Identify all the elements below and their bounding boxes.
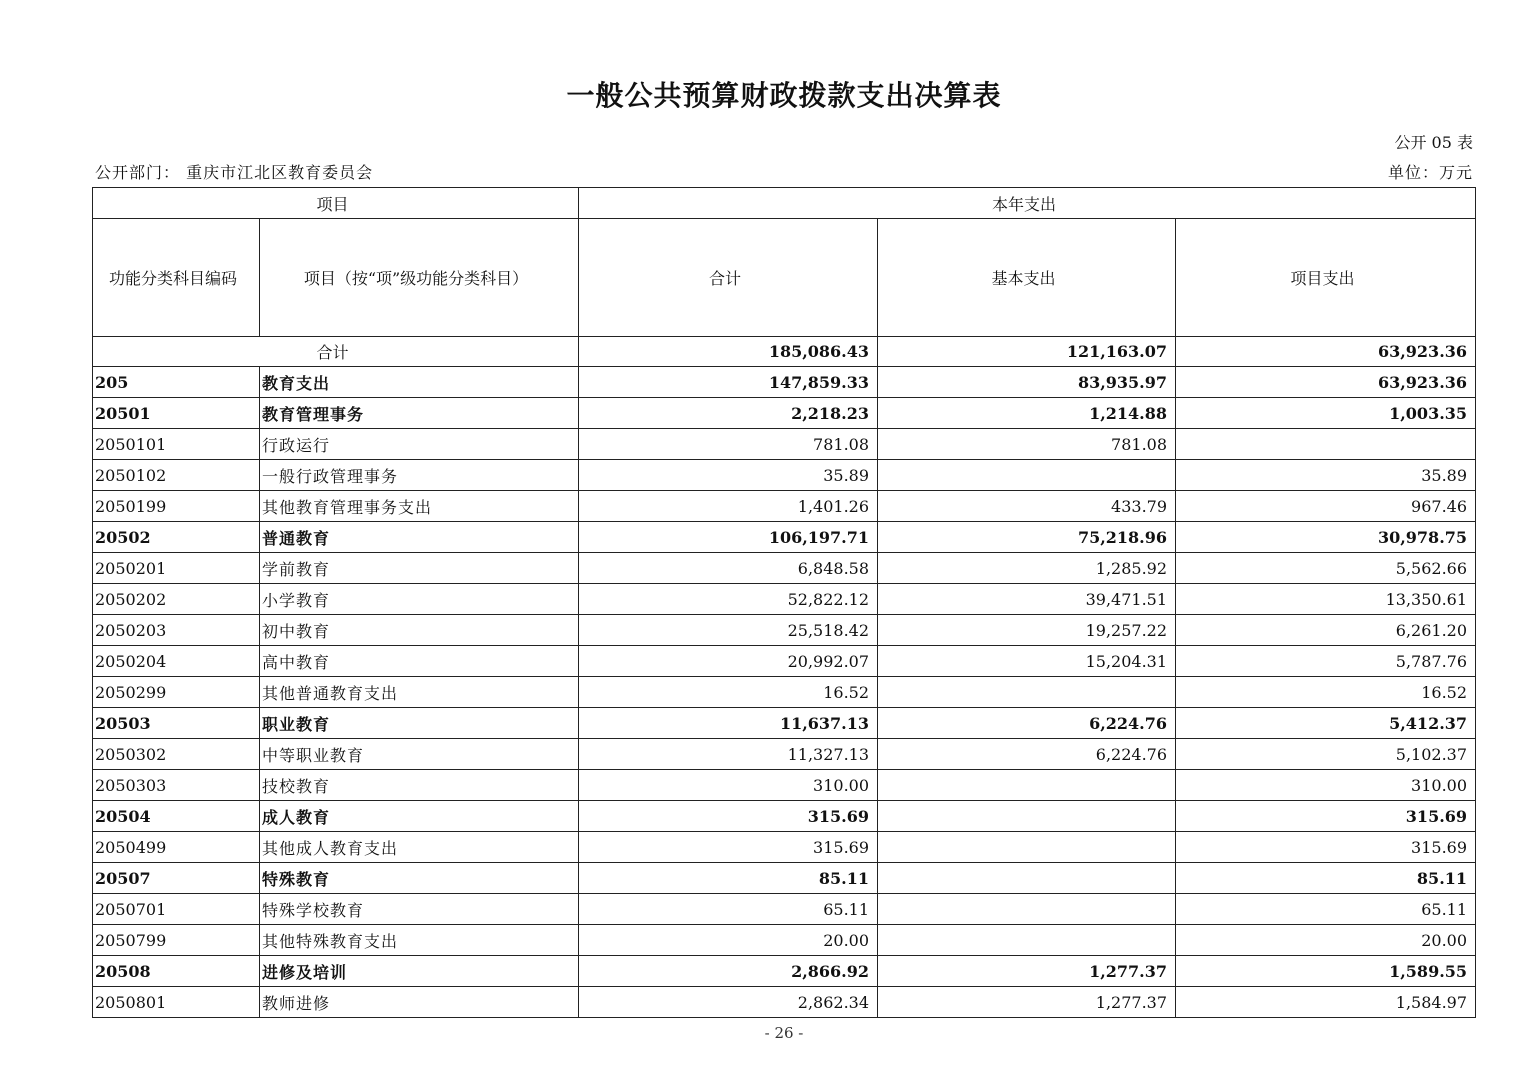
row-name: 教育支出 — [260, 367, 579, 398]
row-name: 其他教育管理事务支出 — [260, 491, 579, 522]
row-basic — [878, 801, 1176, 832]
row-code: 2050203 — [93, 615, 260, 646]
table-row — [93, 894, 1476, 925]
row-basic — [878, 460, 1176, 491]
table-row — [93, 956, 1476, 987]
header-item: 项目 — [93, 188, 579, 219]
table-row — [93, 801, 1476, 832]
row-total: 315.69 — [579, 832, 878, 863]
row-code: 2050302 — [93, 739, 260, 770]
row-code: 2050101 — [93, 429, 260, 460]
row-total: 2,866.92 — [579, 956, 878, 987]
row-total: 25,518.42 — [579, 615, 878, 646]
total-basic: 121,163.07 — [878, 337, 1176, 367]
row-project: 310.00 — [1176, 770, 1476, 801]
row-basic: 433.79 — [878, 491, 1176, 522]
row-name: 技校教育 — [260, 770, 579, 801]
row-basic — [878, 770, 1176, 801]
row-name: 特殊学校教育 — [260, 894, 579, 925]
row-name: 进修及培训 — [260, 956, 579, 987]
row-basic — [878, 894, 1176, 925]
row-total: 6,848.58 — [579, 553, 878, 584]
row-basic: 19,257.22 — [878, 615, 1176, 646]
row-project: 1,003.35 — [1176, 398, 1476, 429]
table-row — [93, 584, 1476, 615]
row-project: 13,350.61 — [1176, 584, 1476, 615]
row-basic: 15,204.31 — [878, 646, 1176, 677]
row-basic: 75,218.96 — [878, 522, 1176, 553]
row-project: 5,102.37 — [1176, 739, 1476, 770]
row-total: 781.08 — [579, 429, 878, 460]
row-name: 行政运行 — [260, 429, 579, 460]
row-total: 16.52 — [579, 677, 878, 708]
row-project: 5,412.37 — [1176, 708, 1476, 739]
row-project: 63,923.36 — [1176, 367, 1476, 398]
table-row — [93, 398, 1476, 429]
row-code: 2050102 — [93, 460, 260, 491]
table-row — [93, 460, 1476, 491]
row-basic: 1,277.37 — [878, 956, 1176, 987]
row-total: 85.11 — [579, 863, 878, 894]
row-total: 65.11 — [579, 894, 878, 925]
row-name: 初中教育 — [260, 615, 579, 646]
row-name: 其他特殊教育支出 — [260, 925, 579, 956]
row-code: 2050299 — [93, 677, 260, 708]
total-total: 185,086.43 — [579, 337, 878, 367]
row-code: 20504 — [93, 801, 260, 832]
row-code: 2050303 — [93, 770, 260, 801]
row-name: 学前教育 — [260, 553, 579, 584]
row-project: 35.89 — [1176, 460, 1476, 491]
row-total: 1,401.26 — [579, 491, 878, 522]
table-row — [93, 429, 1476, 460]
row-project: 5,562.66 — [1176, 553, 1476, 584]
row-total: 310.00 — [579, 770, 878, 801]
table-row — [93, 832, 1476, 863]
table-row — [93, 646, 1476, 677]
row-total: 11,327.13 — [579, 739, 878, 770]
header-current-year: 本年支出 — [579, 188, 1476, 219]
row-code: 2050801 — [93, 987, 260, 1018]
row-basic: 83,935.97 — [878, 367, 1176, 398]
row-total: 147,859.33 — [579, 367, 878, 398]
row-code: 2050204 — [93, 646, 260, 677]
row-code: 20501 — [93, 398, 260, 429]
header-row-1 — [93, 188, 1476, 219]
row-basic — [878, 863, 1176, 894]
row-project: 20.00 — [1176, 925, 1476, 956]
row-basic: 1,277.37 — [878, 987, 1176, 1018]
unit-label: 单位：万元 — [1387, 163, 1473, 182]
row-project — [1176, 429, 1476, 460]
row-project: 5,787.76 — [1176, 646, 1476, 677]
header-item-name: 项目（按“项”级功能分类科目） — [260, 219, 579, 337]
budget-table — [92, 187, 1476, 1018]
department-label: 公开部门： 重庆市江北区教育委员会 — [95, 163, 374, 182]
row-code: 20502 — [93, 522, 260, 553]
table-row — [93, 367, 1476, 398]
table-row — [93, 615, 1476, 646]
row-project: 967.46 — [1176, 491, 1476, 522]
row-basic: 39,471.51 — [878, 584, 1176, 615]
row-code: 2050701 — [93, 894, 260, 925]
table-row — [93, 925, 1476, 956]
row-code: 2050799 — [93, 925, 260, 956]
row-project: 30,978.75 — [1176, 522, 1476, 553]
row-project: 1,584.97 — [1176, 987, 1476, 1018]
table-row — [93, 739, 1476, 770]
header-row-2 — [93, 219, 1476, 337]
row-name: 成人教育 — [260, 801, 579, 832]
row-code: 2050201 — [93, 553, 260, 584]
row-basic — [878, 925, 1176, 956]
table-row — [93, 708, 1476, 739]
row-name: 教育管理事务 — [260, 398, 579, 429]
row-basic — [878, 677, 1176, 708]
row-name: 职业教育 — [260, 708, 579, 739]
table-row — [93, 553, 1476, 584]
row-total: 20.00 — [579, 925, 878, 956]
table-row — [93, 987, 1476, 1018]
row-name: 教师进修 — [260, 987, 579, 1018]
row-basic: 1,214.88 — [878, 398, 1176, 429]
row-code: 20507 — [93, 863, 260, 894]
row-code: 205 — [93, 367, 260, 398]
row-name: 中等职业教育 — [260, 739, 579, 770]
row-name: 一般行政管理事务 — [260, 460, 579, 491]
row-name: 小学教育 — [260, 584, 579, 615]
row-project: 315.69 — [1176, 801, 1476, 832]
header-basic: 基本支出 — [878, 219, 1176, 337]
form-number: 公开 05 表 — [1394, 133, 1473, 152]
row-name: 普通教育 — [260, 522, 579, 553]
table-row — [93, 770, 1476, 801]
table-row — [93, 522, 1476, 553]
row-code: 2050202 — [93, 584, 260, 615]
page-number: - 26 - — [764, 1024, 804, 1042]
row-name: 特殊教育 — [260, 863, 579, 894]
row-total: 35.89 — [579, 460, 878, 491]
row-total: 315.69 — [579, 801, 878, 832]
header-total: 合计 — [579, 219, 878, 337]
row-project: 6,261.20 — [1176, 615, 1476, 646]
row-basic: 6,224.76 — [878, 739, 1176, 770]
row-total: 2,862.34 — [579, 987, 878, 1018]
header-code: 功能分类科目编码 — [93, 219, 260, 337]
row-name: 高中教育 — [260, 646, 579, 677]
row-name: 其他普通教育支出 — [260, 677, 579, 708]
row-total: 106,197.71 — [579, 522, 878, 553]
table-row — [93, 491, 1476, 522]
row-name: 其他成人教育支出 — [260, 832, 579, 863]
row-total: 52,822.12 — [579, 584, 878, 615]
total-project: 63,923.36 — [1176, 337, 1476, 367]
total-label: 合计 — [93, 337, 579, 367]
row-project: 65.11 — [1176, 894, 1476, 925]
row-total: 20,992.07 — [579, 646, 878, 677]
row-basic: 781.08 — [878, 429, 1176, 460]
row-project: 315.69 — [1176, 832, 1476, 863]
row-code: 2050199 — [93, 491, 260, 522]
row-basic: 6,224.76 — [878, 708, 1176, 739]
header-project: 项目支出 — [1176, 219, 1476, 337]
row-total: 11,637.13 — [579, 708, 878, 739]
row-project: 1,589.55 — [1176, 956, 1476, 987]
row-basic: 1,285.92 — [878, 553, 1176, 584]
row-total: 2,218.23 — [579, 398, 878, 429]
row-code: 20508 — [93, 956, 260, 987]
row-code: 20503 — [93, 708, 260, 739]
row-project: 16.52 — [1176, 677, 1476, 708]
row-project: 85.11 — [1176, 863, 1476, 894]
row-basic — [878, 832, 1176, 863]
page-title: 一般公共预算财政拨款支出决算表 — [566, 79, 1002, 112]
row-code: 2050499 — [93, 832, 260, 863]
table-row — [93, 677, 1476, 708]
total-row — [93, 337, 1476, 367]
table-row — [93, 863, 1476, 894]
